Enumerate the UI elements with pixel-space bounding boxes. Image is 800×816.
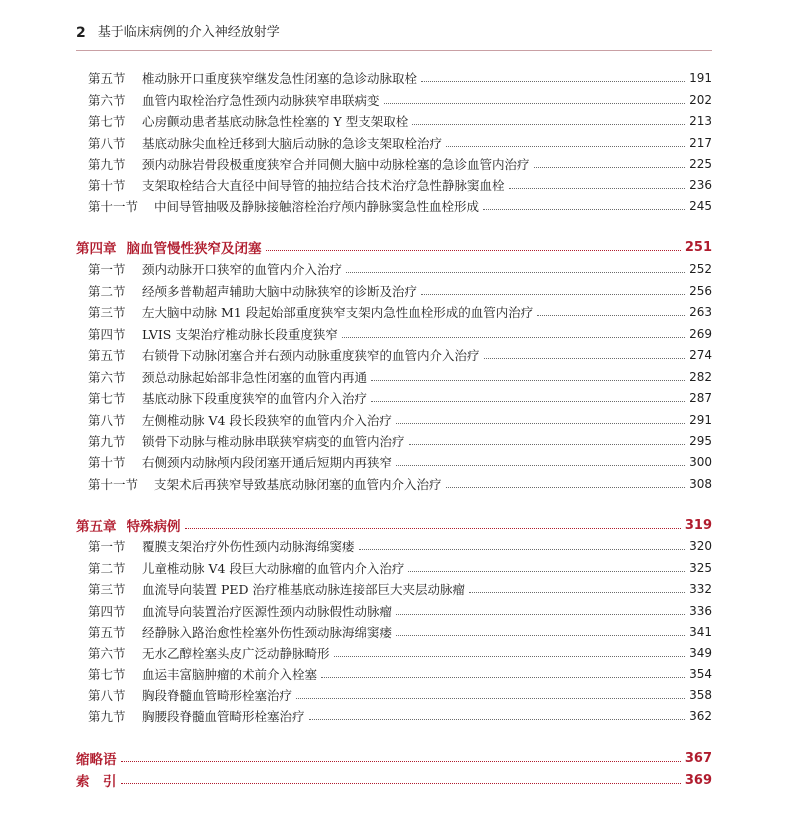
leader-dots: [185, 527, 681, 529]
leader-dots: [121, 782, 681, 784]
leader-dots: [396, 634, 685, 636]
section-title: 血运丰富脑肿瘤的术前介入栓塞: [142, 667, 318, 682]
section-page: 354: [689, 667, 712, 681]
section-label: 第十一节: [88, 477, 139, 492]
section-label: 第一节: [88, 262, 126, 277]
section-page: 202: [689, 93, 712, 107]
section-page: 349: [689, 646, 712, 660]
section-page: 332: [689, 582, 712, 596]
section-label: 第三节: [88, 305, 126, 320]
section-label: 第十节: [88, 455, 126, 470]
leader-dots: [396, 422, 685, 424]
section-page: 295: [689, 434, 712, 448]
section-label: 第六节: [88, 646, 126, 661]
section-title: 椎动脉开口重度狭窄继发急性闭塞的急诊动脉取栓: [142, 71, 418, 86]
section-title: 胸段脊髓血管畸形栓塞治疗: [142, 688, 293, 703]
section-label: 第九节: [88, 709, 126, 724]
section-page: 245: [689, 199, 712, 213]
section-title: 经静脉入路治愈性栓塞外伤性颈动脉海绵窦瘘: [142, 625, 393, 640]
toc-entry[interactable]: [88, 536, 712, 556]
section-page: 282: [689, 370, 712, 384]
toc-entry[interactable]: [88, 111, 712, 131]
section-page: 217: [689, 136, 712, 150]
section-label: 第五节: [88, 348, 126, 363]
toc-entry[interactable]: [88, 452, 712, 472]
section-page: 291: [689, 413, 712, 427]
section-title: 心房颤动患者基底动脉急性栓塞的 Y 型支架取栓: [142, 114, 409, 129]
toc-entry[interactable]: [88, 410, 712, 430]
leader-dots: [384, 102, 686, 104]
book-title: 基于临床病例的介入神经放射学: [97, 25, 280, 40]
leader-dots: [371, 379, 685, 381]
section-page: 274: [689, 348, 712, 362]
chapter-label: 第五章: [76, 519, 117, 535]
section-title: 血管内取栓治疗急性颈内动脉狭窄串联病变: [142, 93, 380, 108]
section-label: 第九节: [88, 434, 126, 449]
section-label: 第二节: [88, 561, 126, 576]
section-title: 儿童椎动脉 V4 段巨大动脉瘤的血管内介入治疗: [142, 561, 405, 576]
chapter-page: 319: [684, 517, 712, 533]
section-label: 第二节: [88, 284, 126, 299]
leader-dots: [121, 760, 681, 762]
toc-entry[interactable]: [88, 345, 712, 365]
section-label: 第六节: [88, 93, 126, 108]
toc-entry[interactable]: [88, 579, 712, 599]
section-page: 263: [689, 305, 712, 319]
section-title: 右侧颈内动脉颅内段闭塞开通后短期内再狭窄: [142, 455, 393, 470]
toc-entry[interactable]: [88, 154, 712, 174]
section-title: LVIS 支架治疗椎动脉长段重度狭窄: [142, 327, 338, 342]
section-page: 320: [689, 539, 712, 553]
section-page: 300: [689, 455, 712, 469]
leader-dots: [484, 357, 686, 359]
toc-entry[interactable]: [88, 175, 712, 195]
leader-dots: [408, 570, 685, 572]
section-title: 颈内动脉开口狭窄的血管内介入治疗: [142, 262, 343, 277]
section-page: 362: [689, 709, 712, 723]
section-title: 中间导管抽吸及静脉接触溶栓治疗颅内静脉窦急性血栓形成: [154, 199, 480, 214]
leader-dots: [359, 548, 686, 550]
leader-dots: [309, 718, 686, 720]
section-page: 287: [689, 391, 712, 405]
section-page: 325: [689, 561, 712, 575]
toc-entry[interactable]: [88, 431, 712, 451]
leader-dots: [409, 443, 686, 445]
leader-dots: [446, 486, 686, 488]
toc-entry[interactable]: [88, 302, 712, 322]
leader-dots: [537, 314, 685, 316]
section-label: 第四节: [88, 327, 126, 342]
section-page: 269: [689, 327, 712, 341]
leader-dots: [296, 697, 685, 699]
section-label: 第四节: [88, 604, 126, 619]
section-title: 颈总动脉起始部非急性闭塞的血管内再通: [142, 370, 368, 385]
section-label: 第七节: [88, 114, 126, 129]
section-title: 覆膜支架治疗外伤性颈内动脉海绵窦瘘: [142, 539, 355, 554]
section-title: 基底动脉下段重度狭窄的血管内介入治疗: [142, 391, 368, 406]
section-page: 336: [689, 604, 712, 618]
leader-dots: [509, 187, 686, 189]
section-title: 左大脑中动脉 M1 段起始部重度狭窄支架内急性血栓形成的血管内治疗: [142, 305, 534, 320]
section-page: 256: [689, 284, 712, 298]
leader-dots: [334, 655, 686, 657]
chapter-title: 特殊病例: [126, 519, 181, 535]
section-title: 锁骨下动脉与椎动脉串联狭窄病变的血管内治疗: [142, 434, 405, 449]
toc-abbreviations[interactable]: [76, 748, 712, 768]
toc-entry[interactable]: [88, 90, 712, 110]
section-title: 经颅多普勒超声辅助大脑中动脉狭窄的诊断及治疗: [142, 284, 418, 299]
toc-entry[interactable]: [88, 474, 712, 494]
chapter-page: 251: [684, 239, 712, 255]
section-page: 358: [689, 688, 712, 702]
leader-dots: [396, 613, 685, 615]
chapter-title: 脑血管慢性狭窄及闭塞: [126, 241, 262, 257]
toc-entry[interactable]: [88, 196, 712, 216]
leader-dots: [371, 400, 685, 402]
toc-entry[interactable]: [88, 601, 712, 621]
section-title: 支架术后再狭窄导致基底动脉闭塞的血管内介入治疗: [154, 477, 442, 492]
toc-entry[interactable]: [88, 259, 712, 279]
section-title: 胸腰段脊髓血管畸形栓塞治疗: [142, 709, 305, 724]
section-label: 第六节: [88, 370, 126, 385]
leader-dots: [421, 80, 685, 82]
toc-entry[interactable]: [88, 558, 712, 578]
section-label: 第八节: [88, 136, 126, 151]
section-page: 341: [689, 625, 712, 639]
page-number: 2: [76, 25, 86, 41]
section-page: 308: [689, 477, 712, 491]
section-title: 血流导向装置治疗医源性颈内动脉假性动脉瘤: [142, 604, 393, 619]
section-title: 基底动脉尖血栓迁移到大脑后动脉的急诊支架取栓治疗: [142, 136, 443, 151]
section-title: 血流导向装置 PED 治疗椎基底动脉连接部巨大夹层动脉瘤: [142, 582, 466, 597]
toc-entry[interactable]: [88, 643, 712, 663]
section-title: 无水乙醇栓塞头皮广泛动静脉畸形: [142, 646, 330, 661]
section-page: 236: [689, 178, 712, 192]
section-label: 第九节: [88, 157, 126, 172]
leader-dots: [446, 145, 685, 147]
toc-entry[interactable]: [88, 281, 712, 301]
section-label: 第八节: [88, 688, 126, 703]
leader-dots: [266, 249, 681, 251]
leader-dots: [483, 208, 685, 210]
section-label: 第一节: [88, 539, 126, 554]
chapter-heading[interactable]: [76, 515, 712, 535]
leader-dots: [346, 271, 685, 273]
section-label: 第八节: [88, 413, 126, 428]
toc-entry[interactable]: [88, 388, 712, 408]
section-label: 第五节: [88, 71, 126, 86]
toc-entry[interactable]: [88, 68, 712, 88]
toc-entry[interactable]: [88, 685, 712, 705]
leader-dots: [342, 336, 685, 338]
back-matter-label: 索 引: [76, 774, 117, 790]
chapter-heading[interactable]: [76, 237, 712, 257]
toc-entry[interactable]: [88, 664, 712, 684]
toc-entry[interactable]: [88, 367, 712, 387]
page-header: [76, 24, 712, 51]
section-title: 右锁骨下动脉闭塞合并右颈内动脉重度狭窄的血管内介入治疗: [142, 348, 480, 363]
leader-dots: [421, 293, 685, 295]
section-page: 252: [689, 262, 712, 276]
section-label: 第五节: [88, 625, 126, 640]
section-label: 第十节: [88, 178, 126, 193]
toc-index[interactable]: [76, 770, 712, 790]
section-label: 第七节: [88, 391, 126, 406]
toc-entry[interactable]: [88, 133, 712, 153]
leader-dots: [534, 166, 686, 168]
section-title: 支架取栓结合大直径中间导管的抽拉结合技术治疗急性静脉窦血栓: [142, 178, 505, 193]
section-page: 191: [689, 71, 712, 85]
back-matter-label: 缩略语: [76, 752, 117, 768]
section-page: 225: [689, 157, 712, 171]
section-label: 第三节: [88, 582, 126, 597]
section-label: 第七节: [88, 667, 126, 682]
toc-entry[interactable]: [88, 324, 712, 344]
section-title: 左侧椎动脉 V4 段长段狭窄的血管内介入治疗: [142, 413, 392, 428]
section-page: 213: [689, 114, 712, 128]
chapter-label: 第四章: [76, 241, 117, 257]
back-matter-page: 367: [684, 750, 712, 766]
leader-dots: [321, 676, 685, 678]
leader-dots: [469, 591, 685, 593]
leader-dots: [412, 123, 685, 125]
back-matter-page: 369: [684, 772, 712, 788]
leader-dots: [396, 464, 685, 466]
section-label: 第十一节: [88, 199, 139, 214]
toc-entry[interactable]: [88, 706, 712, 726]
toc-entry[interactable]: [88, 622, 712, 642]
section-title: 颈内动脉岩骨段极重度狭窄合并同侧大脑中动脉栓塞的急诊血管内治疗: [142, 157, 530, 172]
